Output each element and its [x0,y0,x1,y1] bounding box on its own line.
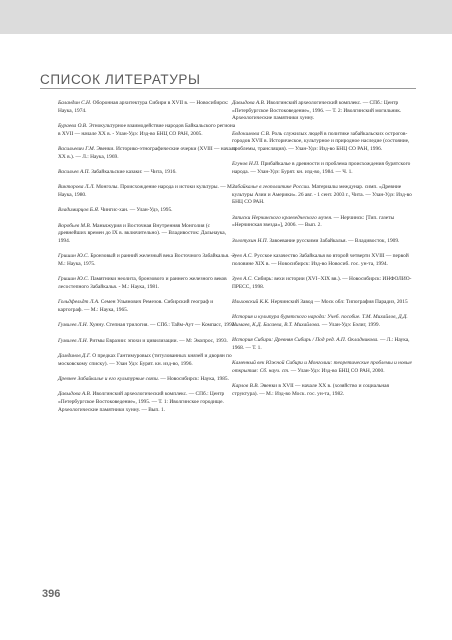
bibliography-entry [58,123,239,138]
page-heading: СПИСОК ЛИТЕРАТУРЫ [40,72,201,87]
entry-author: Карлов В.В. [232,383,259,390]
header-band [0,0,452,34]
heading-rule [40,88,416,89]
entry-author: Гольдфельдт Л.А. [58,299,100,306]
bibliography-entry [232,131,413,154]
left-column [58,100,239,422]
entry-author: Давыдова А.В. [58,391,92,398]
entry-text: — Л.: Наука, 1968. — Т. 1. [232,337,410,352]
entry-text: Иволгинский археологический комплекс. — СПб.: Центр «Петербургское Востоковедение», 1995. — Т. 1: Иволгинское городище. Археологические памятники хунну. — Вып. 1. [58,391,225,413]
bibliography-entry [232,161,413,176]
entry-author: Баландин С.Н. [58,100,92,106]
entry-text: — Улан-Удэ: Изд-во БНЦ СО РАН, 2000. [290,368,385,375]
entry-text: Оборонная архитектура Сибири в XVII в. — Новосибирск: Наука, 1974. [58,100,229,114]
entry-author: Воробьев М.В. [58,222,92,229]
entry-text: Прибайкалье в древности и проблема происхождения бурятского народа. — Улан-Удэ: Бурят. кн. изд-во, 1984. — Ч. 1. [232,161,411,175]
bibliography-entry [232,100,413,123]
entry-author: Егунов Н.П. [232,161,260,168]
bibliography-entry [232,184,413,207]
bibliography-entry [58,338,239,346]
bibliography-entry [58,223,239,246]
page-number: 396 [42,588,61,600]
entry-text: Бронзовый и ранний железный века Восточного Забайкалья. — М.: Наука, 1975. [58,253,237,267]
bibliography-entry [58,276,239,291]
entry-author: Васильевич Г.М. [58,145,96,152]
entry-author: Каменный век Южной Сибири и Монголии: теоретические проблемы и новые открытия: Сб. науч. ст. [232,360,412,375]
entry-text: Забайкальские казаки: — Чита, 1916. [91,168,177,175]
entry-author: Зуев А.С. [232,253,253,260]
entry-author: Бураева О.В. [58,122,88,129]
entry-author: Гумилев Л.Н. [58,322,89,329]
bibliography-entry [232,215,413,230]
entry-author: Записки Нерчинского краеведческого музея. [232,214,333,221]
bibliography-entry [58,184,239,199]
bibliography-entry [58,100,239,115]
entry-author: Викторова Л.Л. [58,184,95,191]
bibliography-entry [58,391,239,414]
entry-author: Древнее Забайкалье и его культурные связи. [58,376,159,383]
bibliography-entry [232,337,413,352]
entry-text: Эвенки в XVII — начале XX в. (хозяйство и социальная структура). — М.: Изд-во Моск. гос. ун-та, 1982. [232,383,390,397]
entry-text: Маньчжурия и Восточная Внутренняя Монголия (с древнейших времен до IX в. включительно). — Владивосток: Дальнаука, 1994. [58,222,227,244]
bibliography-entry [58,253,239,268]
bibliography-entry [58,169,239,177]
entry-text: Материалы междунар. симп. «Древние культуры Азии и Америки». 26 авг. - 1 сент. 2003 г., Чита. — Улан-Удэ: Изд-во БНЦ СО РАН. [232,184,412,206]
entry-text: Нерчинский Завод — Моск обл: Типография Парадиз, 2015 [270,299,408,306]
bibliography-entry [232,383,413,398]
entry-author: Гришин Ю.С. [58,276,89,283]
bibliography-entry [58,207,239,215]
entry-author: Забайкалье в геополитике России. [232,184,311,191]
bibliography-entry [232,276,413,291]
entry-text: Завоевание русскими Забайкалья. — Владивосток, 1909. [269,237,400,244]
entry-author: Гумилев Л.Н. [58,337,89,344]
bibliography-entry [232,360,413,375]
bibliography-entry [58,353,239,368]
entry-author: Зуев А.С. [232,276,253,283]
entry-text: Этнокультурное взаимодействие народов Байкальского региона в XVII — начале XX в. - Улан-Удэ: Изд-во БНЦ СО РАН, 2005. [58,122,236,137]
entry-author: История и культура бурятского народа: Учеб. пособие. Т.М. Михайлов, Д.Д. Нимаев, К.Д. Басаева, В.Т. Михайлова. [232,314,408,329]
entry-text: — Нерчинск: [Тип. газеты «Нерчинская звезда»], 2006. — Вып. 2. [232,214,395,229]
entry-text: — Улан-Удэ: Бэлиг, 1999. [321,322,380,329]
entry-author: Давыдова А.В. [232,100,266,106]
entry-text: Роль служилых людей в политике забайкальских острогов-городов XVII в. Историческое, культурное и природное наследие (состояние, проблемы, трансляция). — Улан-Удэ: Изд-во БНЦ СО РАН, 1996. [232,130,410,152]
bibliography-entry [232,238,413,246]
entry-text: Монголы. Происхождение народа и истоки культуры. — М.: Наука, 1980. [58,184,235,198]
entry-text: Иволгинский археологический комплекс. — СПб.: Центр «Петербургское Востоковедение», 1996. — Т. 2: Иволгинский могильник. Археологические памятники хунну. [232,100,402,122]
entry-text: Хунну. Степная трилогия. — СПб.: Тайм-Аут — Компасс, 1993. [89,322,236,329]
entry-author: Евдокимова С.В. [232,130,271,137]
entry-author: Васильев А.П. [58,168,90,175]
bibliography-entry [232,299,413,307]
entry-text: Памятники неолита, бронзового и раннего железного веков лесостепного Забайкалья. - М.: Наука, 1981. [58,276,227,290]
bibliography-entry [58,146,239,161]
entry-text: Чингис-хан. — Улан-Удэ, 1995. [100,207,173,214]
entry-text: — Новосибирск: Наука, 1985. [160,376,229,383]
bibliography-entry [232,253,413,268]
entry-author: История Сибири: Древняя Сибирь / Под ред. А.П. Окладникова. [232,337,379,344]
entry-author: Золотухин Н.П. [232,237,269,244]
entry-text: Эвенки. Историко-этнографические очерки (XVIII — начало XX в.). — Л.: Наука, 1969. [58,145,237,160]
entry-text: Семен Ульянович Ремезов. Сибирский географ и картограф. — М.: Наука, 1965. [58,299,214,313]
entry-author: Ильховский К.К. [232,299,270,306]
entry-text: Ритмы Евразии: эпохи и цивилизации. — М: Экопрос, 1993. [89,337,228,344]
bibliography-entry [58,322,239,330]
entry-text: О предках Гантимуровых (титулованных князей и дворян по московскому списку). — Улан Удэ: Бурят. кн. изд-во, 1996. [58,353,232,367]
bibliography-entry [58,299,239,314]
right-column [232,100,413,406]
entry-author: Гришин Ю.С. [58,253,89,260]
bibliography-entry [232,314,413,329]
bibliography-entry [58,376,239,384]
entry-author: Владимирцов Б.Я. [58,207,100,214]
entry-author: Дамдинов Д.Г. [58,353,91,360]
entry-text: Сибирь: вехи истории (XVI−XIX вв.). — Новосибирск: ИНФОЛИО-ПРЕСС, 1998. [232,276,412,290]
entry-text: Русское казачество Забайкалья во второй четверти XVIII — первой половине XIX в. — Новосибирск: Изд-во Новосиб. гос. ун-та, 1994. [232,253,409,267]
